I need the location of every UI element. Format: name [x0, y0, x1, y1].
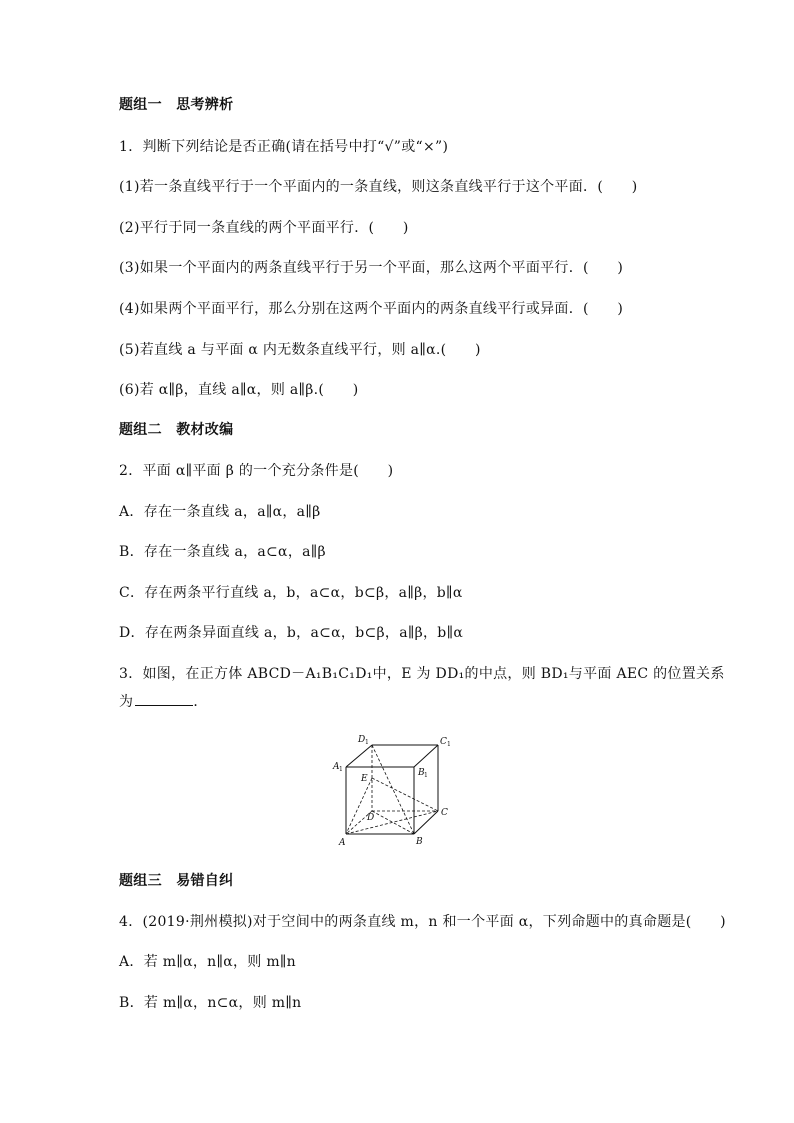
- q1-item-3: (3)如果一个平面内的两条直线平行于另一个平面，那么这两个平面平行．( ): [119, 260, 624, 276]
- cube-solid-edges: [346, 745, 438, 834]
- label-d1-sub: 1: [365, 739, 369, 746]
- label-b1: B: [418, 768, 425, 778]
- label-c1-sub: 1: [447, 741, 451, 748]
- section3-heading: 题组三 易错自纠: [119, 873, 234, 889]
- label-a: A: [339, 838, 346, 848]
- label-c1: C: [440, 737, 447, 747]
- question-2: 2．平面 α∥平面 β 的一个充分条件是( ): [119, 463, 394, 479]
- question-3-line2: [119, 692, 208, 711]
- label-a1: A: [333, 762, 340, 772]
- q1-item-5: (5)若直线 a 与平面 α 内无数条直线平行，则 a∥α.( ): [119, 342, 481, 358]
- label-b1-sub: 1: [424, 772, 428, 779]
- q4-option-a: A．若 m∥α，n∥α，则 m∥n: [119, 954, 297, 970]
- label-a1-sub: 1: [339, 766, 343, 773]
- q2-option-b: B．存在一条直线 a，a⊂α，a∥β: [119, 544, 326, 560]
- q4-option-b: B．若 m∥α，n⊂α，则 m∥n: [119, 995, 302, 1011]
- label-c: C: [441, 808, 448, 818]
- q2-option-c: C．存在两条平行直线 a，b，a⊂α，b⊂β，a∥β，b∥α: [119, 585, 463, 601]
- question-4: 4．(2019·荆州模拟)对于空间中的两条直线 m，n 和一个平面 α，下列命题中的真命题是( ): [119, 914, 726, 930]
- q2-option-a: A．存在一条直线 a，a∥α，a∥β: [119, 504, 321, 520]
- cube-hidden-edges: [346, 745, 438, 834]
- label-d: D: [367, 813, 375, 823]
- question-1: 1．判断下列结论是否正确(请在括号中打“√”或“×”): [119, 139, 449, 155]
- cube-figure: [330, 733, 460, 848]
- label-d1: D: [358, 735, 366, 745]
- q2-option-d: D．存在两条异面直线 a，b，a⊂α，b⊂β，a∥β，b∥α: [119, 625, 464, 641]
- answer-blank: [135, 692, 193, 706]
- question-3-line1: 3．如图，在正方体 ABCD－A₁B₁C₁D₁中，E 为 DD₁的中点，则 BD₁与平面 AEC 的位置关系: [119, 666, 725, 682]
- label-e: E: [361, 774, 368, 784]
- section2-heading: 题组二 教材改编: [119, 422, 234, 438]
- q3-prefix: 为: [119, 694, 134, 710]
- label-b: B: [416, 837, 423, 847]
- section1-heading: 题组一 思考辨析: [119, 97, 234, 113]
- q1-item-2: (2)平行于同一条直线的两个平面平行．( ): [119, 220, 409, 236]
- q1-item-4: (4)如果两个平面平行，那么分别在这两个平面内的两条直线平行或异面．( ): [119, 301, 624, 317]
- cube-diagram: [330, 733, 460, 848]
- q3-suffix: ．: [193, 694, 208, 710]
- q1-item-6: (6)若 α∥β，直线 a∥α，则 a∥β.( ): [119, 382, 359, 398]
- q1-item-1: (1)若一条直线平行于一个平面内的一条直线，则这条直线平行于这个平面．( ): [119, 179, 638, 195]
